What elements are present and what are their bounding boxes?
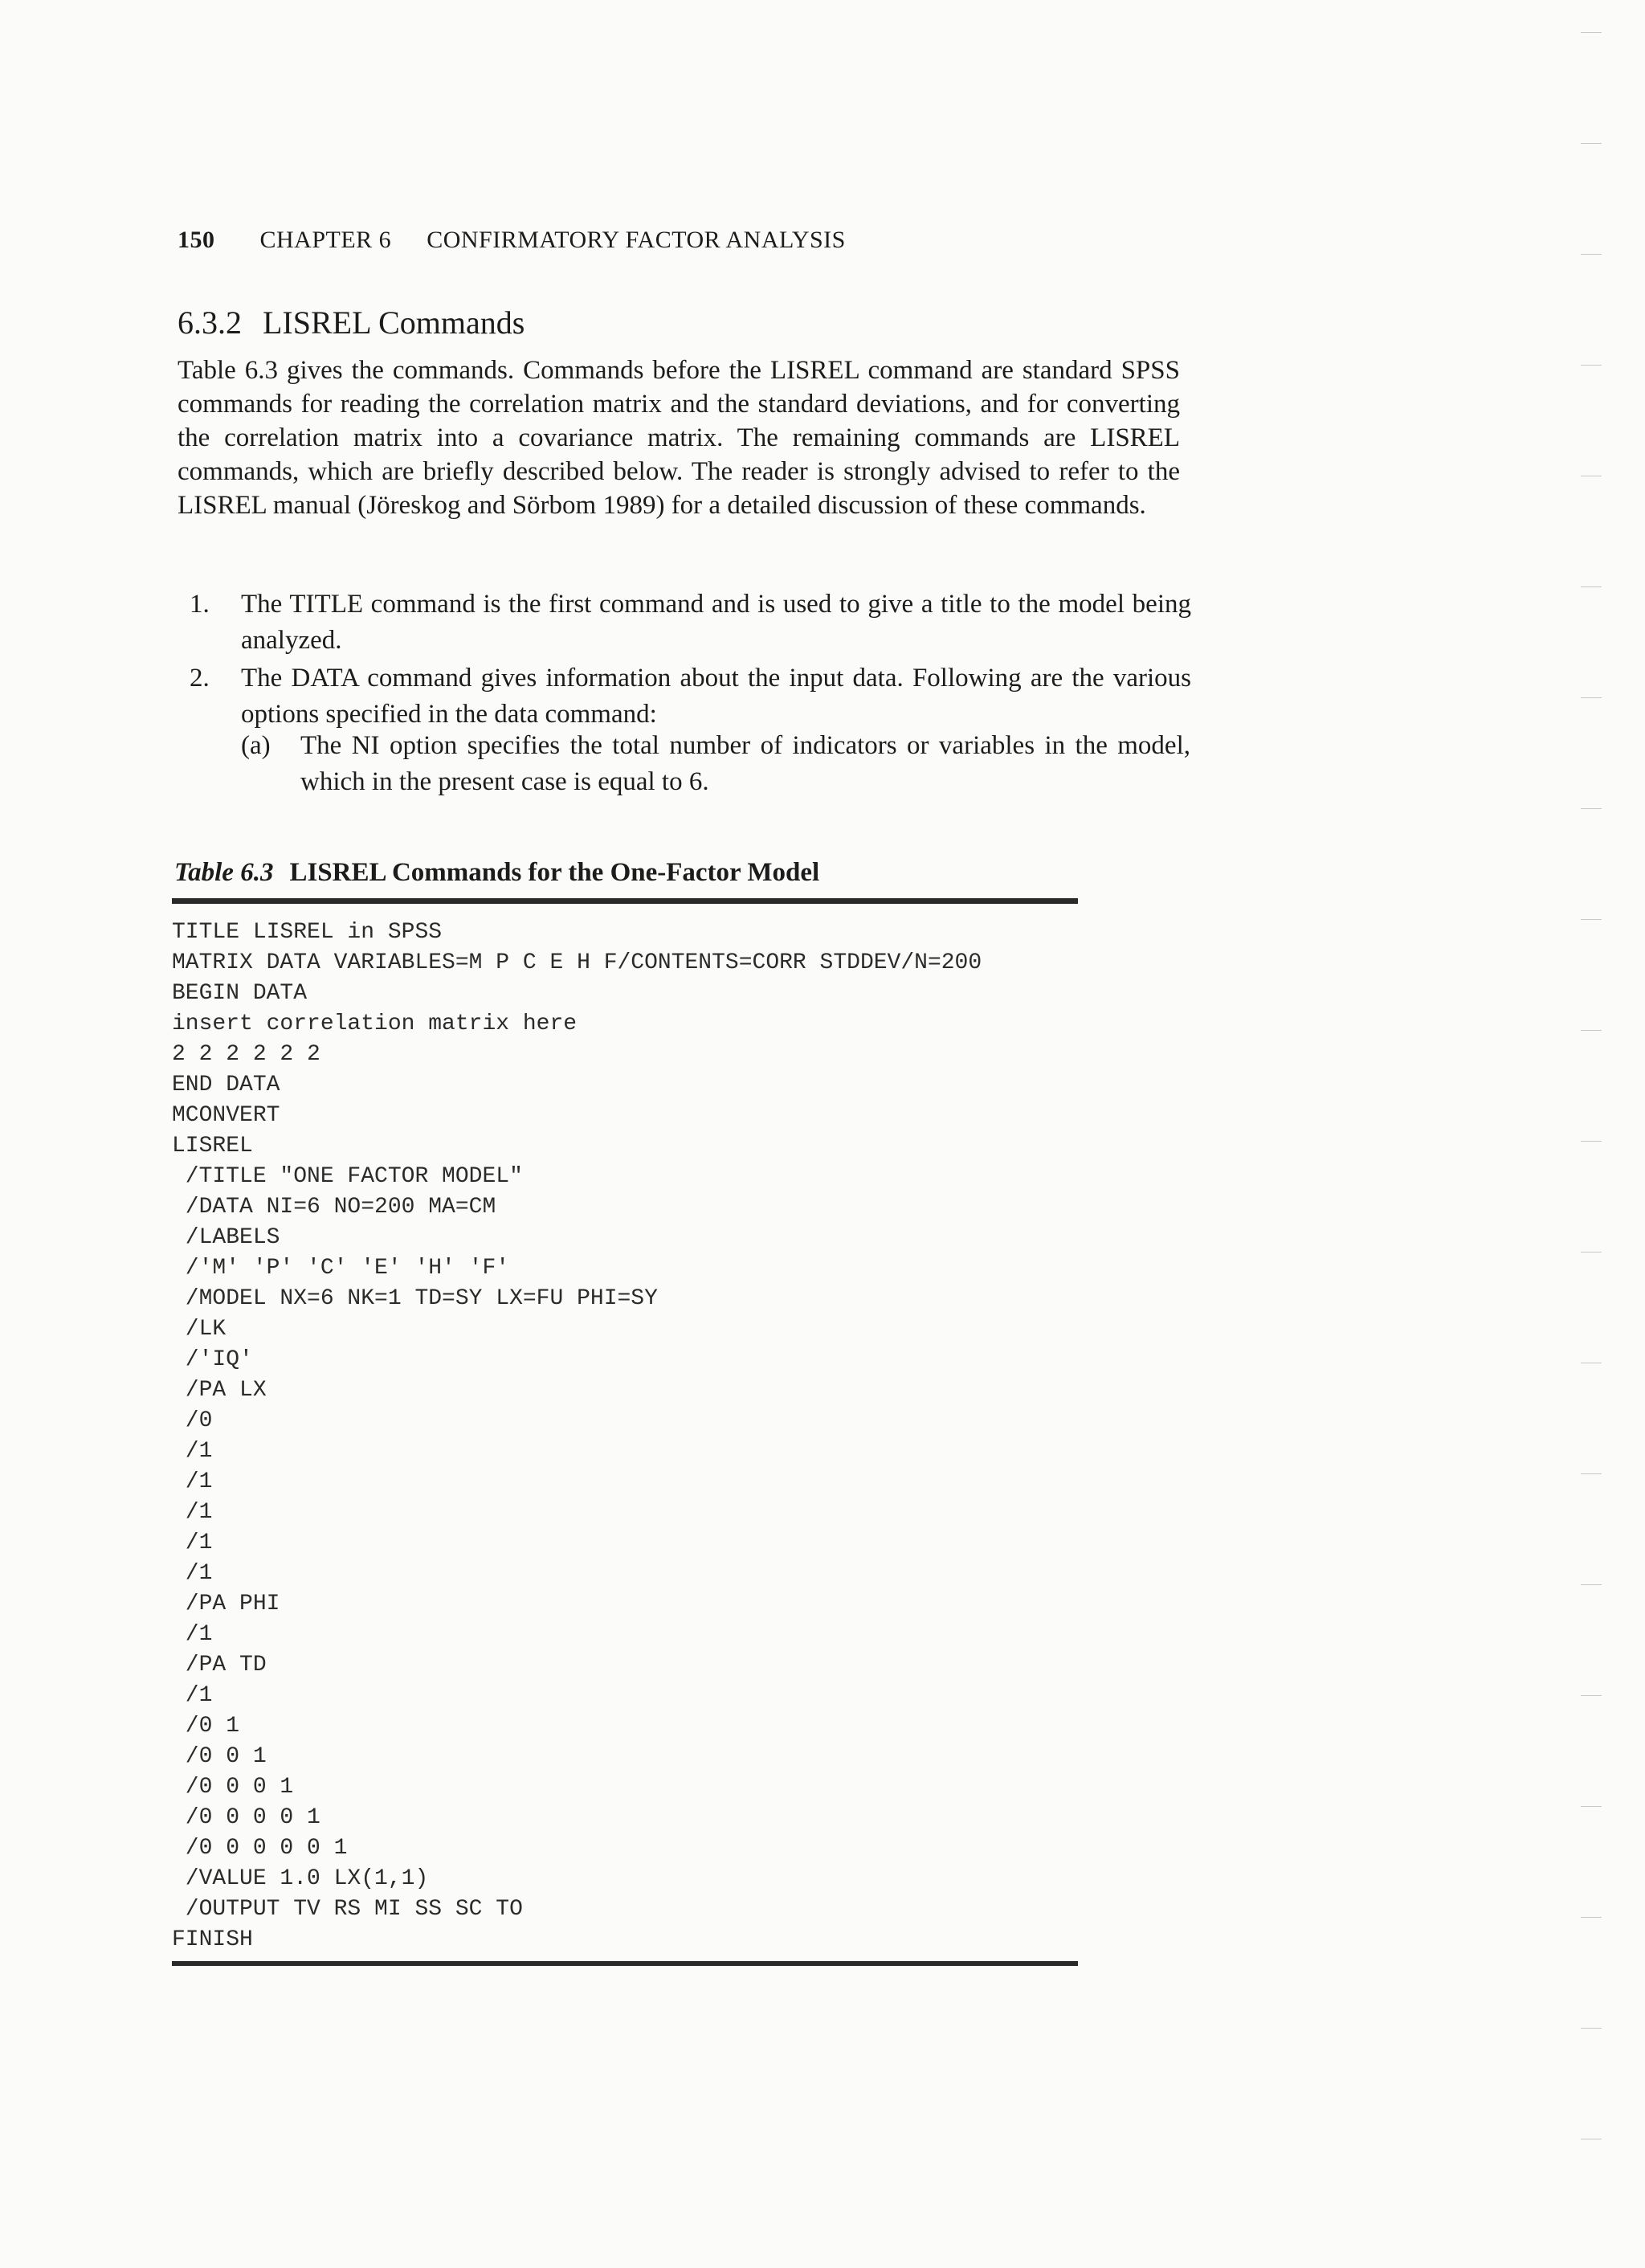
section-heading (178, 304, 525, 341)
code-line: MCONVERT (172, 1103, 280, 1128)
scan-margin-mark (1581, 1252, 1602, 1253)
code-line: /1 (172, 1439, 213, 1464)
code-line: /OUTPUT TV RS MI SS SC TO (172, 1897, 523, 1922)
code-line: LISREL (172, 1134, 253, 1159)
scan-margin-mark (1581, 586, 1602, 587)
code-line: /1 (172, 1530, 213, 1555)
code-line: MATRIX DATA VARIABLES=M P C E H F/CONTENTS=CORR STDDEV/N=200 (172, 950, 982, 975)
scan-margin-mark (1581, 1030, 1602, 1031)
code-listing (172, 917, 1080, 1955)
table-title: LISREL Commands for the One-Factor Model (289, 858, 820, 887)
sub-list-item-text: The NI option specifies the total number of indicators or variables in the model, which in the present case is equal to 6. (300, 731, 1190, 796)
scan-margin-mark (1581, 1141, 1602, 1142)
code-line: TITLE LISREL in SPSS (172, 920, 443, 945)
code-line: /'IQ' (172, 1347, 253, 1372)
scan-margin-mark (1581, 32, 1602, 33)
code-line: /0 0 1 (172, 1744, 267, 1769)
running-head (178, 227, 846, 254)
code-line: /1 (172, 1683, 213, 1708)
scan-margin-mark (1581, 1695, 1602, 1696)
list-marker: 2. (190, 664, 210, 693)
chapter-title: CONFIRMATORY FACTOR ANALYSIS (427, 227, 846, 253)
code-line: /1 (172, 1500, 213, 1525)
code-line: /TITLE "ONE FACTOR MODEL" (172, 1164, 523, 1189)
scan-margin-mark (1581, 254, 1602, 255)
scan-margin-mark (1581, 1806, 1602, 1807)
code-line: /0 (172, 1408, 213, 1433)
body-paragraph: Table 6.3 gives the commands. Commands before the LISREL command are standard SPSS commands for reading the correlation matrix and the standard deviations, and for converting the correlation matrix into a covariance matrix. The remaining commands are LISREL commands, which are briefly described below. The reader is strongly advised to refer to the LISREL manual (Jöreskog and Sörbom 1989) for a detailed discussion of these commands. (178, 356, 1180, 520)
table-bottom-rule (172, 1961, 1078, 1966)
code-line: /0 0 0 0 1 (172, 1805, 320, 1830)
scan-margin-mark (1581, 1917, 1602, 1918)
code-line: /1 (172, 1622, 213, 1647)
code-line: /PA LX (172, 1378, 267, 1403)
code-line: /DATA NI=6 NO=200 MA=CM (172, 1195, 496, 1220)
scan-margin-mark (1581, 697, 1602, 698)
code-line: 2 2 2 2 2 2 (172, 1042, 320, 1067)
code-line: /0 1 (172, 1714, 240, 1739)
table-caption (174, 858, 819, 888)
scan-margin-mark (1581, 1584, 1602, 1585)
table-top-rule (172, 898, 1078, 904)
scan-margin-mark (1581, 2028, 1602, 2029)
code-line: /LABELS (172, 1225, 280, 1250)
list-marker: 1. (190, 590, 210, 619)
list-item-text: The TITLE command is the first command and is used to give a title to the model being analyzed. (241, 590, 1191, 655)
code-line: /VALUE 1.0 LX(1,1) (172, 1866, 429, 1891)
code-line: END DATA (172, 1073, 280, 1097)
scan-margin-mark (1581, 919, 1602, 920)
scan-margin-mark (1581, 808, 1602, 809)
chapter-label: CHAPTER 6 (259, 227, 392, 253)
code-line: /0 0 0 1 (172, 1775, 294, 1800)
code-line: /LK (172, 1317, 227, 1342)
table-label: Table 6.3 (174, 858, 274, 887)
code-line: /1 (172, 1469, 213, 1494)
code-line: /0 0 0 0 0 1 (172, 1836, 348, 1861)
scan-margin-mark (1581, 1473, 1602, 1474)
scan-margin-mark (1581, 365, 1602, 366)
code-line: BEGIN DATA (172, 981, 308, 1006)
code-line: insert correlation matrix here (172, 1011, 578, 1036)
code-line: /'M' 'P' 'C' 'E' 'H' 'F' (172, 1256, 510, 1281)
code-line: FINISH (172, 1927, 253, 1952)
sub-list-marker: (a) (241, 731, 271, 760)
page-number: 150 (178, 227, 215, 253)
scan-margin-mark (1581, 143, 1602, 144)
code-line: /PA PHI (172, 1592, 280, 1616)
code-line: /PA TD (172, 1653, 267, 1678)
list-item-text: The DATA command gives information about the input data. Following are the various options specified in the data command: (241, 664, 1191, 729)
code-line: /1 (172, 1561, 213, 1586)
code-line: /MODEL NX=6 NK=1 TD=SY LX=FU PHI=SY (172, 1286, 658, 1311)
section-number: 6.3.2 (178, 304, 242, 341)
section-title: LISREL Commands (263, 304, 525, 341)
